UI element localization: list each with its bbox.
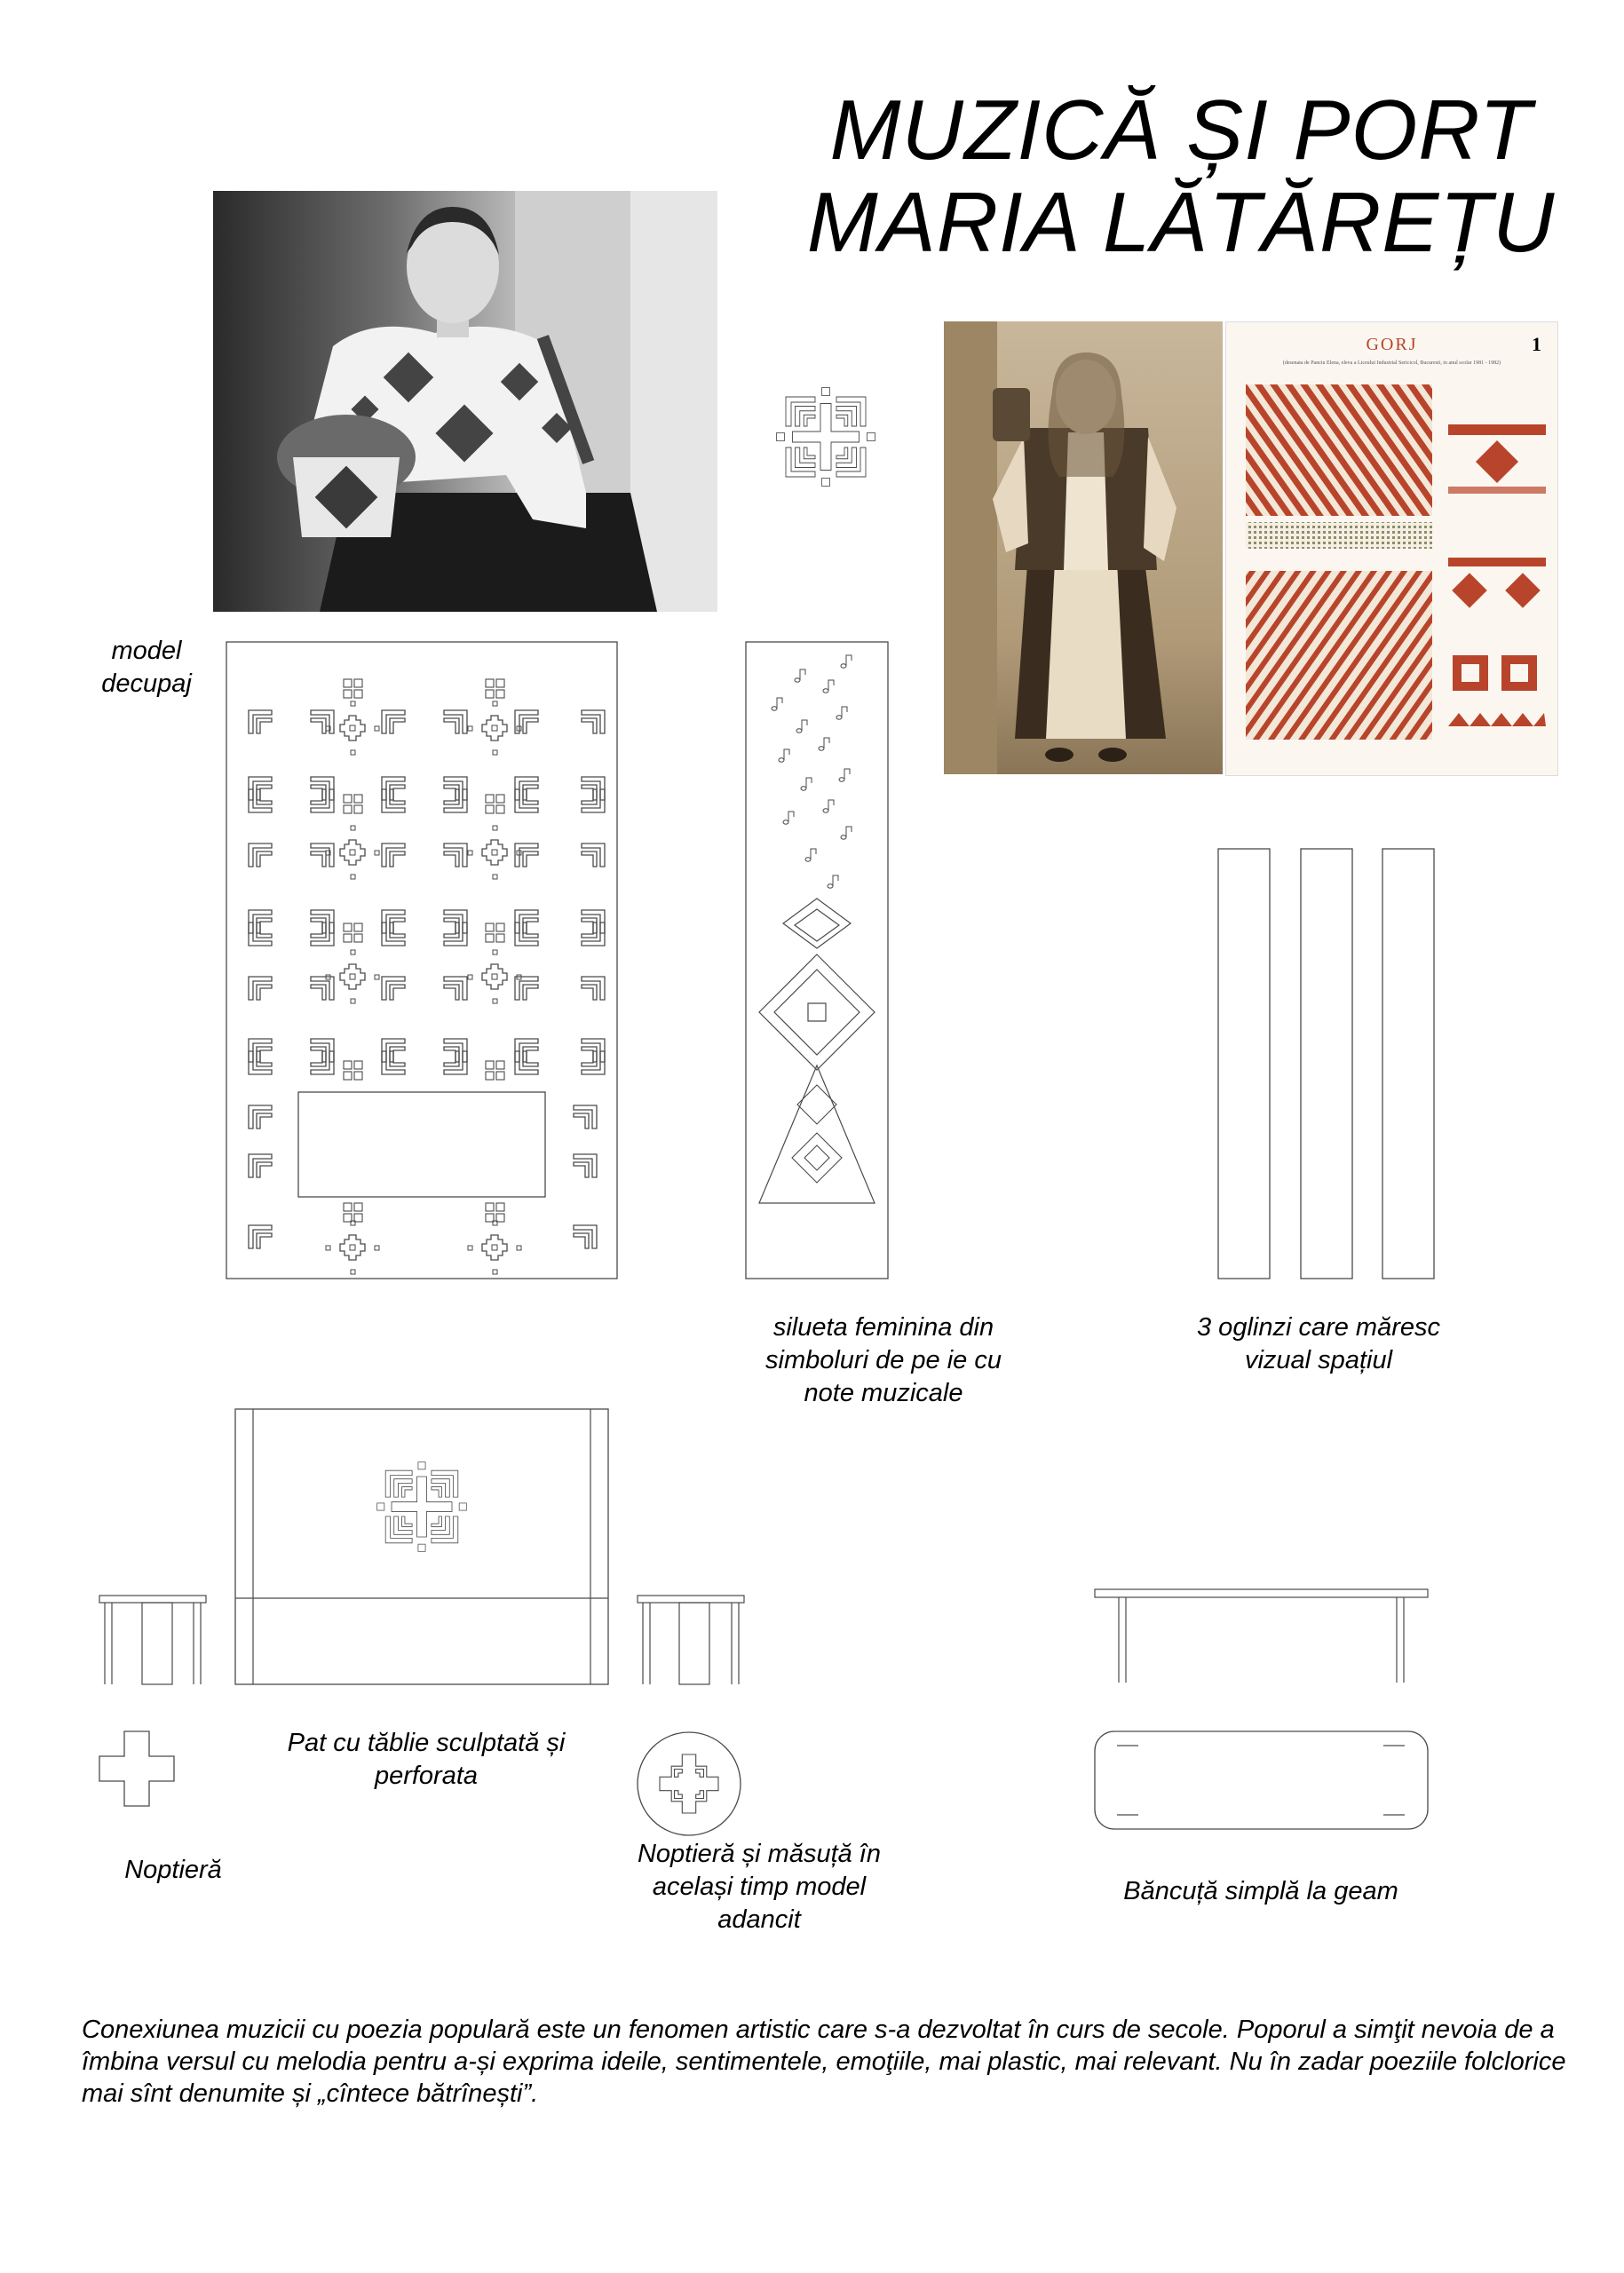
corner-motif bbox=[582, 843, 605, 867]
square-cluster-motif bbox=[344, 795, 362, 813]
music-note-icon bbox=[823, 800, 834, 812]
corner-motif bbox=[249, 1154, 272, 1177]
cross-motif bbox=[468, 701, 521, 755]
square-cluster-motif bbox=[486, 1203, 504, 1222]
corner-motif bbox=[515, 923, 538, 946]
caption-oglinzi: 3 oglinzi care măresc vizual spațiul bbox=[1197, 1313, 1440, 1374]
corner-motif bbox=[515, 1051, 538, 1074]
music-note-icon bbox=[795, 669, 805, 682]
three-mirrors bbox=[1218, 849, 1434, 1279]
panel-female-silhouette bbox=[746, 642, 888, 1279]
bed-drawing bbox=[235, 1409, 608, 1684]
square-cluster-motif bbox=[344, 1203, 362, 1222]
corner-motif bbox=[582, 1051, 605, 1074]
music-note-icon bbox=[823, 680, 834, 693]
corner-motif bbox=[444, 923, 467, 946]
description-paragraph: Conexiunea muzicii cu poezia populară este un fenomen artistic care s-a dezvoltat în curs de secole. Poporul a simţit nevoia de a îmbina versul cu melodia pentru a-și exprima ideile, sentimentele, emoţiile, mai plastic, mai relevant. Nu în zadar poeziile folclorice mai sînt denumite și „cîntece bătrînești”. bbox=[82, 2016, 1566, 2108]
corner-motif bbox=[382, 843, 405, 867]
music-note-icon bbox=[839, 769, 850, 781]
caption-noptiera-masuta: Noptieră și măsuță în același timp model adancit bbox=[637, 1840, 881, 1934]
square-cluster-motif bbox=[486, 795, 504, 813]
cross-motif bbox=[326, 1221, 379, 1274]
bench-elevation bbox=[1095, 1589, 1428, 1683]
corner-motif bbox=[249, 843, 272, 867]
music-note-icon bbox=[841, 655, 852, 668]
corner-motif bbox=[444, 843, 467, 867]
corner-motif bbox=[582, 977, 605, 1000]
corner-motif bbox=[515, 789, 538, 812]
music-note-icon bbox=[796, 720, 807, 733]
corner-motif bbox=[382, 977, 405, 1000]
corner-motif bbox=[249, 789, 272, 812]
square-cluster-motif bbox=[486, 679, 504, 698]
corner-motif bbox=[311, 789, 334, 812]
page-title-line-2: MARIA LĂTĂREȚU bbox=[806, 175, 1556, 270]
corner-motif bbox=[382, 923, 405, 946]
caption-model-decupaj: model decupaj bbox=[101, 637, 192, 698]
corner-motif bbox=[574, 1154, 597, 1177]
cross-motif bbox=[468, 950, 521, 1003]
bench-plan bbox=[1095, 1731, 1428, 1829]
sheet-credit: (desenata de Panciu Elena, eleva a Liceului Industrial Sericicol, Bucuresti, in anul scolar 1981 - 1982) bbox=[1282, 360, 1501, 366]
corner-motif bbox=[515, 710, 538, 733]
square-cluster-motif bbox=[486, 1061, 504, 1080]
square-cluster-motif bbox=[344, 923, 362, 942]
corner-motif bbox=[582, 710, 605, 733]
music-note-icon bbox=[783, 812, 794, 824]
corner-motif bbox=[311, 923, 334, 946]
music-note-icon bbox=[801, 778, 812, 790]
corner-motif bbox=[444, 789, 467, 812]
corner-motif bbox=[444, 977, 467, 1000]
music-note-icon bbox=[828, 875, 838, 888]
corner-motif bbox=[249, 1051, 272, 1074]
corner-motif bbox=[574, 1225, 597, 1248]
square-cluster-motif bbox=[486, 923, 504, 942]
music-note-icon bbox=[819, 738, 829, 750]
music-note-icon bbox=[779, 749, 789, 762]
corner-motif bbox=[582, 923, 605, 946]
nightstand-plan bbox=[99, 1731, 174, 1806]
corner-motif bbox=[382, 789, 405, 812]
round-table-plan bbox=[638, 1732, 741, 1835]
music-note-icon bbox=[841, 827, 852, 839]
corner-motif bbox=[311, 977, 334, 1000]
corner-motif bbox=[515, 977, 538, 1000]
sheet-region-title: GORJ bbox=[1366, 335, 1418, 354]
corner-motif bbox=[249, 977, 272, 1000]
corner-motif bbox=[582, 789, 605, 812]
caption-pat: Pat cu tăblie sculptată și perforata bbox=[287, 1729, 566, 1790]
corner-motif bbox=[382, 1051, 405, 1074]
sheet-number: 1 bbox=[1532, 333, 1541, 355]
corner-motif bbox=[382, 710, 405, 733]
music-note-icon bbox=[836, 707, 847, 719]
corner-motif bbox=[574, 1105, 597, 1129]
corner-motif bbox=[249, 1105, 272, 1129]
caption-silueta: silueta feminina din simboluri de pe ie cu note muzicale bbox=[765, 1313, 1002, 1407]
music-note-icon bbox=[772, 698, 782, 710]
corner-motif bbox=[249, 923, 272, 946]
small-embroidery-motif bbox=[777, 388, 875, 487]
corner-motif bbox=[249, 1225, 272, 1248]
nightstand-right-elevation bbox=[638, 1596, 744, 1684]
page-title-line-1: MUZICĂ ȘI PORT bbox=[829, 83, 1533, 178]
square-cluster-motif bbox=[344, 1061, 362, 1080]
corner-motif bbox=[444, 1051, 467, 1074]
panel-cutout-model bbox=[226, 642, 617, 1279]
nightstand-left-elevation bbox=[99, 1596, 206, 1684]
square-cluster-motif bbox=[344, 679, 362, 698]
caption-noptiera: Noptieră bbox=[124, 1856, 222, 1884]
music-note-icon bbox=[805, 849, 816, 861]
corner-motif bbox=[249, 710, 272, 733]
cross-motif bbox=[468, 826, 521, 879]
cross-motif bbox=[468, 1221, 521, 1274]
corner-motif bbox=[444, 710, 467, 733]
caption-bancuta: Băncuță simplă la geam bbox=[1123, 1877, 1398, 1905]
corner-motif bbox=[311, 1051, 334, 1074]
